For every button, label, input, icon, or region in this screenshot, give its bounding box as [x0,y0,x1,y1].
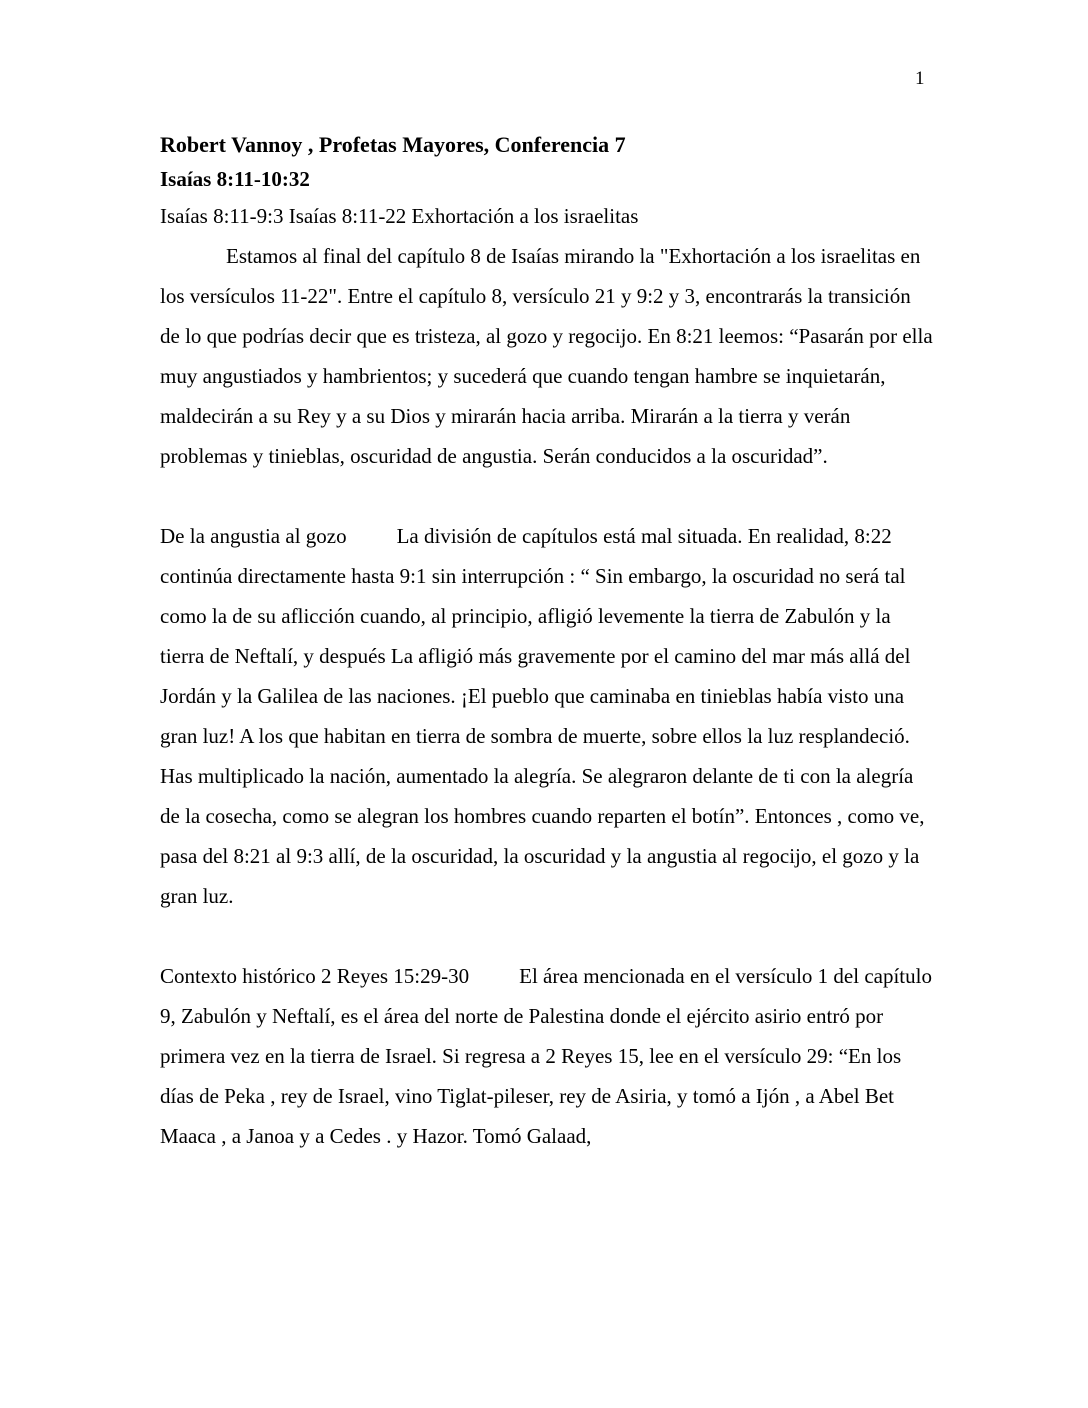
paragraph-1: Estamos al final del capítulo 8 de Isaías mirando la "Exhortación a los israelitas en los versículos 11-22". Entre el capítulo 8, versículo 21 y 9:2 y 3, encontrarás la transición de lo que podrías decir que es tristeza, al gozo y regocijo. En 8:21 leemos: “Pasarán por ella muy angustiados y hambrientos; y sucederá que cuando tengan hambre se inquietarán, maldecirán a su Rey y a su Dios y mirarán hacia arriba. Mirarán a la tierra y verán problemas y tinieblas, oscuridad de angustia. Serán conducidos a la oscuridad”. [160,244,933,468]
paragraph-3 [160,956,935,1156]
paragraph-2 [160,516,935,916]
document-body [160,128,935,1156]
page-number: 1 [915,68,925,89]
paragraph-3-heading: Contexto histórico 2 Reyes 15:29-30 [160,964,470,988]
section-heading: Isaías 8:11-9:3 Isaías 8:11-22 Exhortación a los israelitas [160,204,639,228]
paragraph-3-text: El área mencionada en el versículo 1 del capítulo 9, Zabulón y Neftalí, es el área del norte de Palestina donde el ejército asirio entró por primera vez en la tierra de Israel. Si regresa a 2 Reyes 15, lee en el versículo 29: “En los días de Peka , rey de Israel, vino Tiglat-pileser, rey de Asiria, y tomó a Ijón , a Abel Bet Maaca , a Janoa y a Cedes . y Hazor. Tomó Galaad, [160,964,932,1148]
paragraph-2-heading: De la angustia al gozo [160,524,347,548]
document-subtitle: Isaías 8:11-10:32 [160,167,310,191]
paragraph-2-text: La división de capítulos está mal situada. En realidad, 8:22 continúa directamente hasta 9:1 sin interrupción : “ Sin embargo, la oscuridad no será tal como la de su aflicción cuando, al principio, afligió levemente la tierra de Zabulón y la tierra de Neftalí, y después La afligió más gravemente por el camino del mar más allá del Jordán y la Galilea de las naciones. ¡El pueblo que caminaba en tinieblas había visto una gran luz! A los que habitan en tierra de sombra de muerte, sobre ellos la luz resplandeció. Has multiplicado la nación, aumentado la alegría. Se alegraron delante de ti con la alegría de la cosecha, como se alegran los hombres cuando reparten el botín”. Entonces , como ve, pasa del 8:21 al 9:3 allí, de la oscuridad, la oscuridad y la angustia al regocijo, el gozo y la gran luz. [160,524,925,908]
paragraph-spacer [160,916,935,956]
document-title: Robert Vannoy , Profetas Mayores, Conferencia 7 [160,132,626,157]
paragraph-spacer [160,476,935,516]
